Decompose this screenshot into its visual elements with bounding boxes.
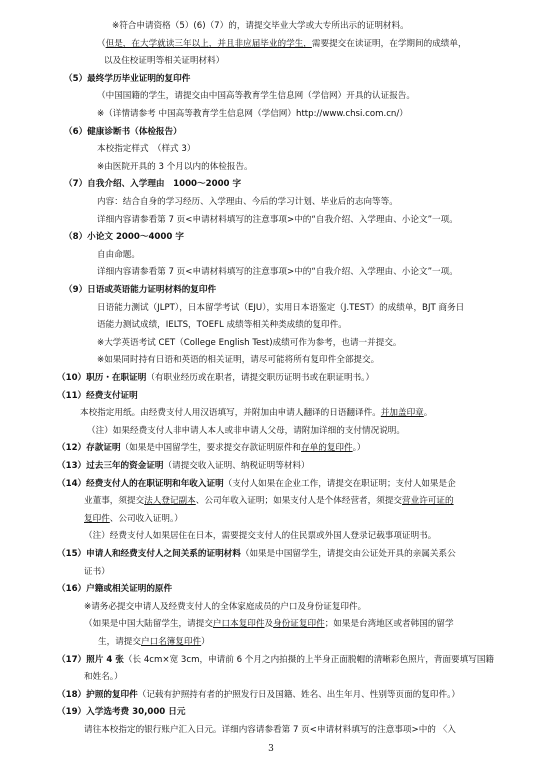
line-segment: 营业许可证的 bbox=[402, 496, 454, 506]
section-heading: 户籍或相关证明的原件 bbox=[86, 584, 173, 594]
section-heading: （15） bbox=[57, 549, 87, 559]
section-heading: （12） bbox=[57, 443, 87, 453]
text-line bbox=[57, 548, 456, 560]
line-segment: 本校指定样式 （样式 3） bbox=[97, 144, 196, 154]
section-heading: （19） bbox=[57, 707, 87, 717]
line-segment: 本校指定用纸。由经费支付人用汉语填写，并附加由申请人翻译的日语翻译件。 bbox=[80, 408, 381, 418]
line-segment: ※符合申请资格（5）(6)（7）的，请提交毕业大学或大专所出示的证明材料。 bbox=[112, 21, 409, 31]
text-line bbox=[57, 689, 460, 701]
text-line bbox=[57, 654, 494, 666]
section-heading: 最终学历毕业证明的复印件 bbox=[87, 74, 191, 84]
text-line bbox=[104, 55, 224, 67]
text-line bbox=[57, 583, 172, 595]
line-segment: ※如果同时持有日语和英语的相关证明，请尽可能将所有复印件全部提交。 bbox=[97, 355, 380, 365]
line-segment: 日语能力测试（JLPT），日本留学考试（EJU），实用日本语鉴定（J.TEST）的成绩单，BJT 商务日 bbox=[97, 303, 465, 313]
line-segment: 业董事，须提交 bbox=[84, 496, 145, 506]
text-line bbox=[64, 73, 190, 85]
line-segment: 内容：结合自身的学习经历、入学理由、今后的学习计划、毕业后的志向等等。 bbox=[97, 197, 398, 207]
section-heading: 小论文 2000～4000 字 bbox=[87, 232, 184, 242]
section-heading: （14） bbox=[57, 479, 87, 489]
text-line bbox=[57, 372, 374, 384]
text-line bbox=[112, 20, 409, 32]
text-line bbox=[57, 390, 138, 402]
text-line bbox=[97, 249, 140, 261]
line-segment: 。 bbox=[423, 408, 433, 418]
line-segment: ） bbox=[201, 637, 210, 647]
line-segment: 和姓名。） bbox=[84, 672, 123, 682]
line-segment: ※（详情请参考 中国高等教育学生信息网（学信网）http://www.chsi.com.cn/） bbox=[97, 109, 408, 119]
section-heading: 照片 4 张 bbox=[86, 655, 124, 665]
text-line bbox=[84, 601, 366, 613]
section-heading: （9） bbox=[64, 285, 88, 295]
text-line bbox=[64, 231, 184, 243]
line-segment: （支付人如果在企业工作，请提交在职证明；支付人如果是企 bbox=[223, 479, 456, 489]
line-segment: 详细内容请参看第 7 页<申请材料填写的注意事项>中的“自我介绍、入学理由、小论文”一项。 bbox=[97, 215, 458, 225]
text-line bbox=[84, 671, 123, 683]
section-heading: （17） bbox=[57, 655, 87, 665]
section-heading: （6） bbox=[64, 127, 88, 137]
line-segment: （ bbox=[97, 39, 106, 49]
line-segment: （记载有护照持有者的护照发行日及国籍、姓名、出生年月、性别等页面的复印件。） bbox=[137, 690, 460, 700]
line-segment: 需要提交在读证明，在学期间的成绩单， bbox=[311, 39, 467, 49]
line-segment: 。） bbox=[352, 443, 366, 453]
line-segment: （注）如果经费支付人非申请人本人或非申请人父母，请附加详细的支付情况说明。 bbox=[87, 426, 405, 436]
text-line bbox=[80, 407, 432, 419]
text-line bbox=[64, 284, 216, 296]
line-segment: 并加盖印章 bbox=[380, 408, 424, 418]
section-heading: 过去三年的资金证明 bbox=[86, 461, 164, 471]
line-segment: （有职业经历或在职者，请提交职历证明书或在职证明书。） bbox=[146, 373, 375, 383]
text-line bbox=[84, 530, 436, 542]
text-line bbox=[98, 636, 210, 648]
section-heading: 日语或英语能力证明材料的复印件 bbox=[87, 285, 217, 295]
section-heading: 申请人和经费支付人之间关系的证明材料 bbox=[86, 549, 241, 559]
text-line bbox=[97, 161, 253, 173]
section-heading: （7） bbox=[64, 179, 88, 189]
text-line bbox=[57, 478, 456, 490]
text-line bbox=[57, 460, 310, 472]
line-segment: ※大学英语考试 CET（College English Test)成绩可作为参考，也请一并提交。 bbox=[97, 338, 402, 348]
text-line bbox=[64, 126, 182, 138]
line-segment: 语能力测试成绩，IELTS，TOEFL 成绩等相关种类成绩的复印件。 bbox=[97, 320, 347, 330]
text-line bbox=[97, 196, 398, 208]
text-line bbox=[97, 319, 347, 331]
line-segment: 户口本复印件 bbox=[212, 619, 265, 629]
line-segment: 但是，在大学就读三年以上，并且非应届毕业的学生， bbox=[105, 39, 312, 49]
line-segment: 存单的复印件 bbox=[301, 443, 353, 453]
text-line bbox=[97, 108, 408, 120]
line-segment: （如果是中国留学生，要求提交存款证明原件和 bbox=[120, 443, 302, 453]
line-segment: 请往本校指定的银行账户汇入日元。详细内容请参看第 7 页<申请材料填写的注意事项>中的 〈入 bbox=[84, 725, 456, 735]
text-line bbox=[97, 354, 379, 366]
text-line bbox=[57, 442, 366, 454]
section-heading: （13） bbox=[57, 461, 87, 471]
line-segment: （如果是中国大陆留学生，请提交 bbox=[84, 619, 213, 629]
line-segment: （中国国籍的学生，请提交由中国高等教育学生信息网（学信网）开具的认证报告。 bbox=[97, 91, 415, 101]
section-heading: 经费支付证明 bbox=[86, 391, 138, 401]
text-line bbox=[97, 214, 458, 226]
section-heading: （16） bbox=[57, 584, 87, 594]
text-line bbox=[84, 618, 454, 630]
line-segment: 以及住校证明等相关证明材料） bbox=[104, 56, 225, 66]
section-heading: 存款证明 bbox=[86, 443, 121, 453]
section-heading: 职历・在职证明 bbox=[86, 373, 147, 383]
line-segment: 自由命题。 bbox=[97, 250, 140, 260]
section-heading: 自我介绍、入学理由 1000～2000 字 bbox=[87, 179, 242, 189]
line-segment: ※请务必提交申请人及经费支付人的全体家庭成员的户口及身份证复印件。 bbox=[84, 602, 367, 612]
line-segment: 详细内容请参看第 7 页<申请材料填写的注意事项>中的“自我介绍、入学理由、小论文”一项。 bbox=[97, 267, 458, 277]
section-heading: 护照的复印件 bbox=[86, 690, 138, 700]
line-segment: （注）经费支付人如果居住在日本，需要提交支付人的住民票或外国人登录记载事项证明书。 bbox=[84, 531, 437, 541]
line-segment: 、公司收入证明。） bbox=[109, 514, 183, 524]
text-line bbox=[97, 302, 464, 314]
text-line bbox=[84, 495, 454, 507]
text-line bbox=[84, 724, 456, 736]
text-line bbox=[97, 266, 458, 278]
section-heading: 经费支付人的在职证明和年收入证明 bbox=[86, 479, 224, 489]
line-segment: ※由医院开具的 3 个月以内的体检报告。 bbox=[97, 162, 253, 172]
line-segment: 身份证复印件 bbox=[273, 619, 325, 629]
text-line bbox=[84, 513, 183, 525]
section-heading: （18） bbox=[57, 690, 87, 700]
line-segment: 法人登记副本 bbox=[144, 496, 196, 506]
section-heading: （11） bbox=[57, 391, 87, 401]
text-line bbox=[57, 706, 185, 718]
section-heading: 健康诊断书（体检报告） bbox=[87, 127, 182, 137]
line-segment: 证书） bbox=[84, 567, 110, 577]
line-segment: （请提交收入证明、纳税证明等材料） bbox=[163, 461, 310, 471]
section-heading: 入学选考费 30,000 日元 bbox=[86, 707, 186, 717]
text-line bbox=[87, 425, 405, 437]
line-segment: 及 bbox=[264, 619, 274, 629]
text-line bbox=[64, 178, 241, 190]
text-line bbox=[97, 337, 402, 349]
section-heading: （5） bbox=[64, 74, 88, 84]
text-line bbox=[84, 566, 110, 578]
text-line bbox=[97, 38, 467, 50]
line-segment: 户口名簿复印件 bbox=[140, 637, 202, 647]
line-segment: ；如果是台湾地区或者韩国的留学 bbox=[324, 619, 454, 629]
section-heading: （10） bbox=[57, 373, 87, 383]
line-segment: 、公司年收入证明；如果支付人是个体经营者，须提交 bbox=[195, 496, 403, 506]
text-line bbox=[97, 143, 195, 155]
page-number: 3 bbox=[268, 744, 274, 754]
line-segment: （长 4cm×宽 3cm，申请前 6 个月之内拍摄的上半身正面脱帽的清晰彩色照片，背面要填写国籍 bbox=[123, 655, 495, 665]
line-segment: 复印件 bbox=[84, 514, 110, 524]
section-heading: （8） bbox=[64, 232, 88, 242]
line-segment: 生，请提交 bbox=[98, 637, 141, 647]
line-segment: （如果是中国留学生，请提交由公证处开具的亲属关系公 bbox=[240, 549, 456, 559]
text-line bbox=[97, 90, 415, 102]
